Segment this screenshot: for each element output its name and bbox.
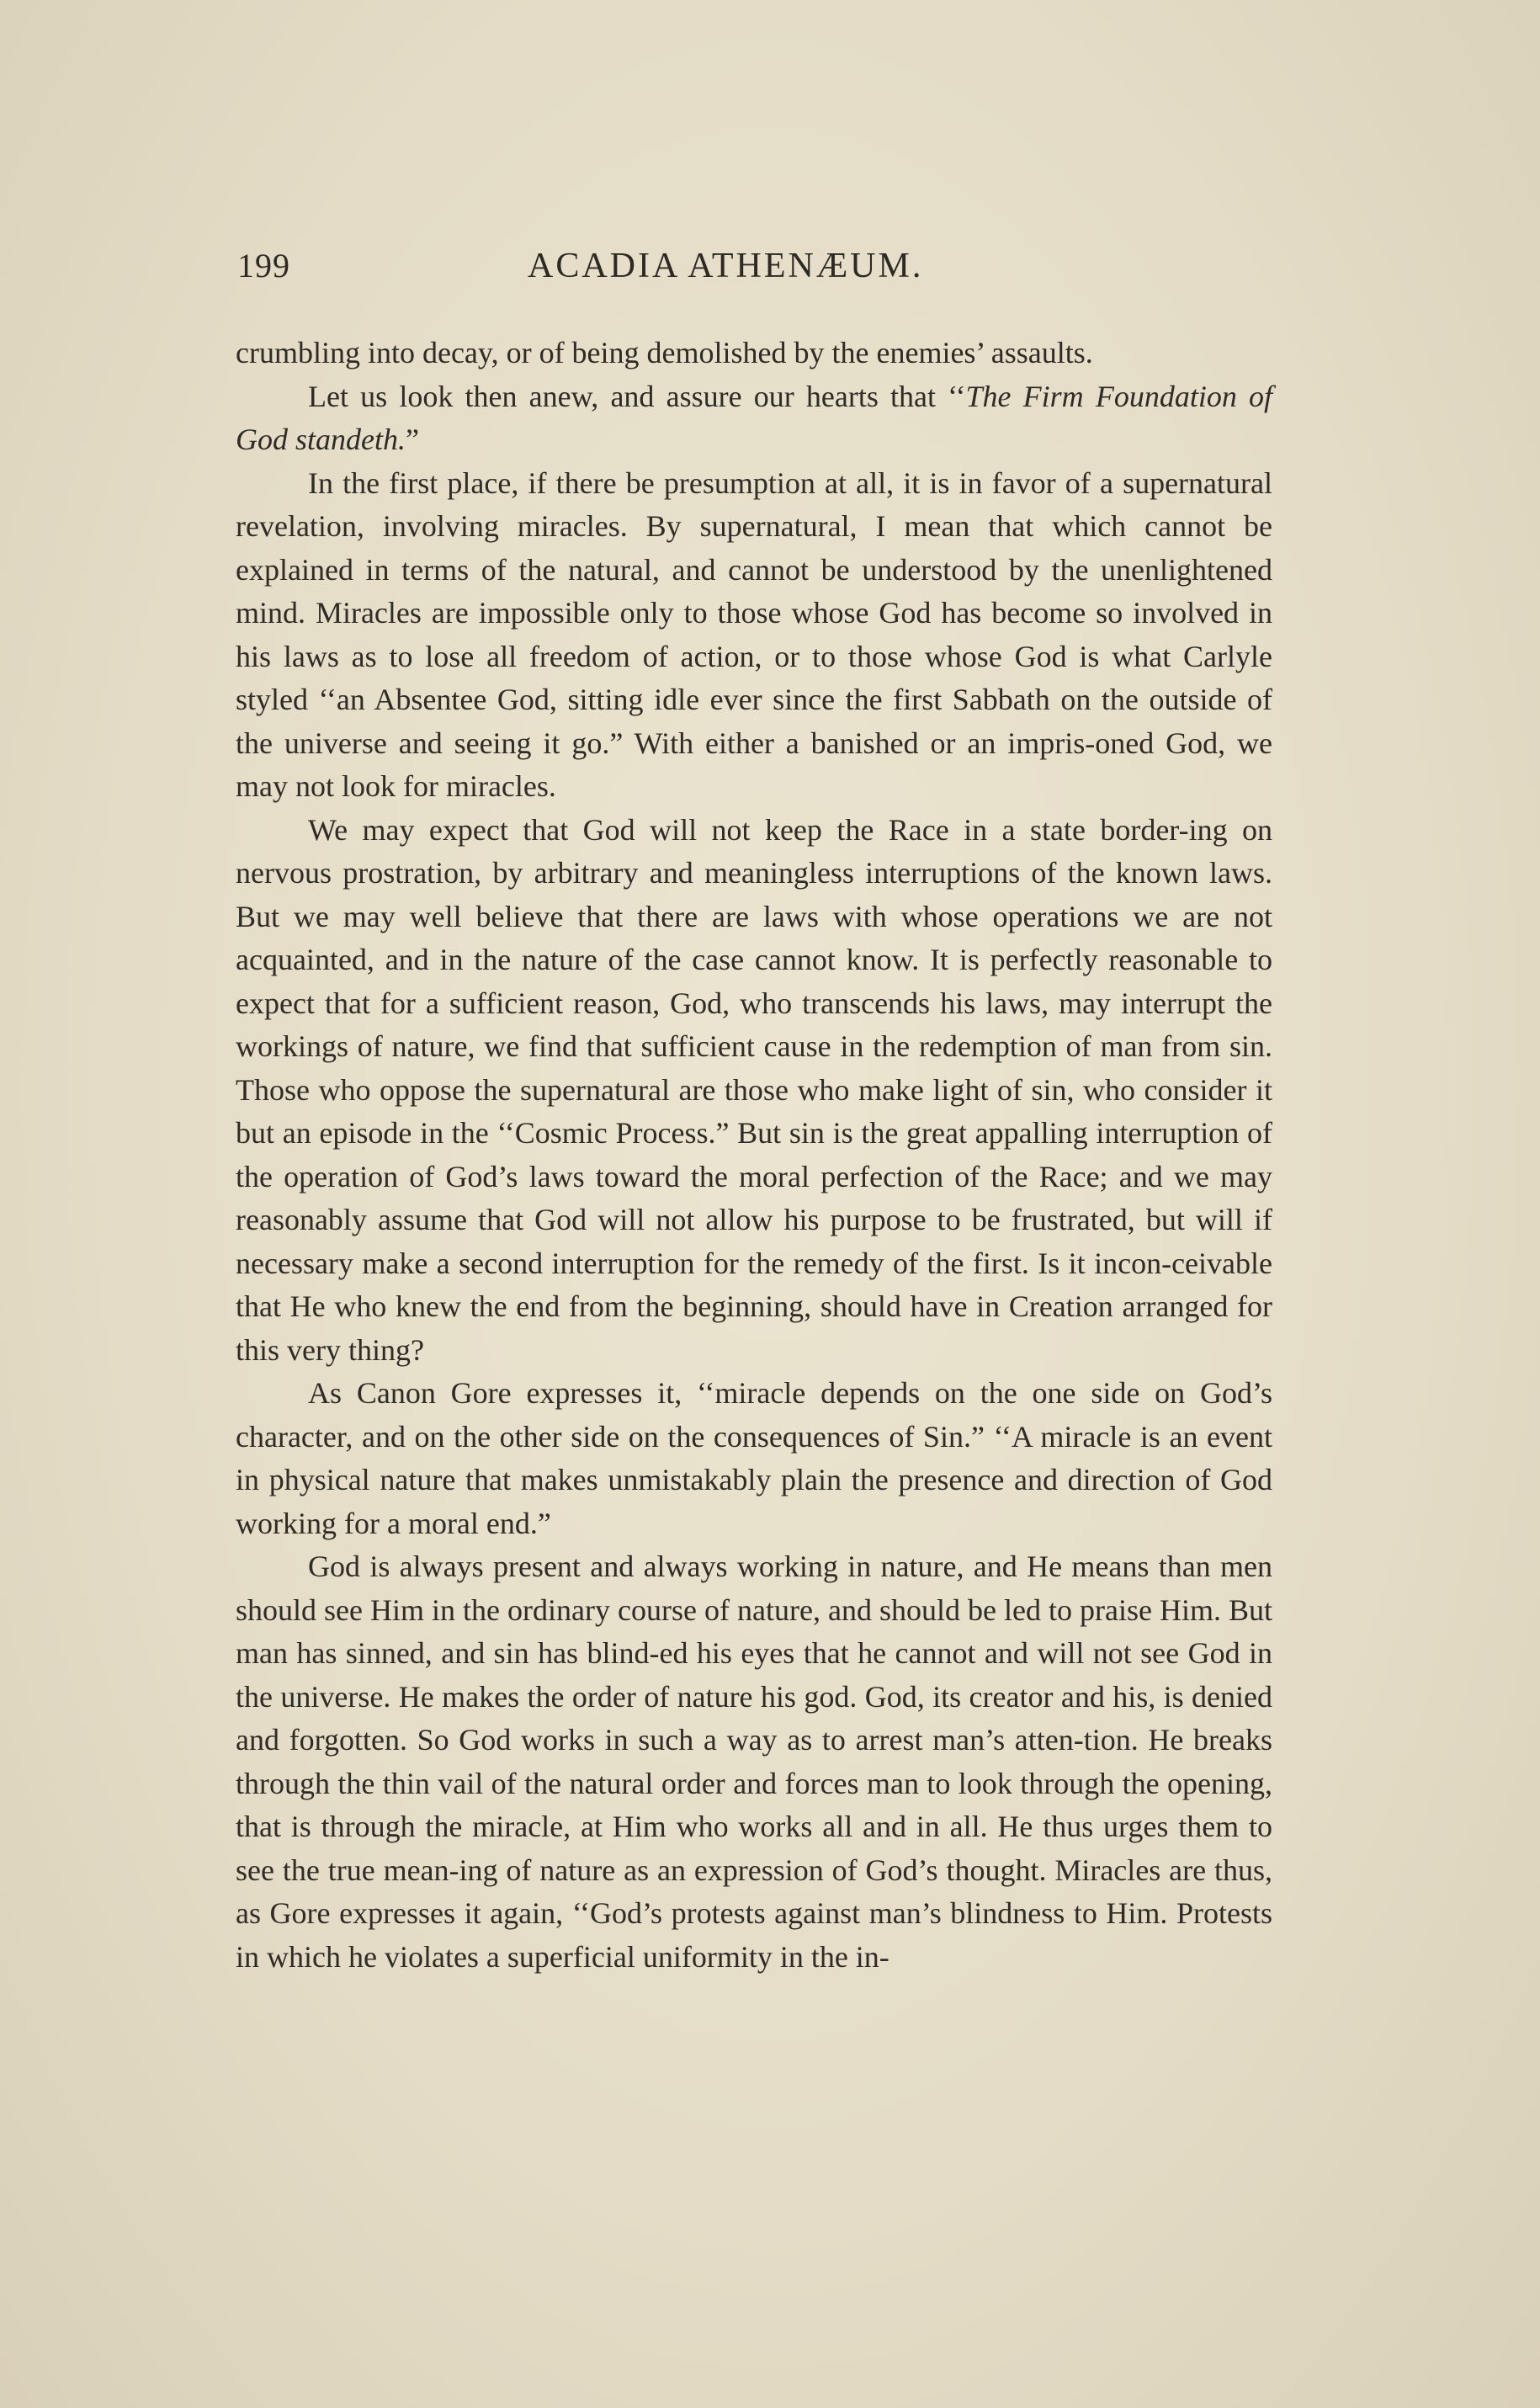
closing-quote: ” xyxy=(406,423,419,456)
article-body xyxy=(236,332,1272,1979)
italic-quotation: The Firm Foundation of God standeth. xyxy=(236,379,1272,456)
journal-title: ACADIA ATHENÆUM. xyxy=(528,247,924,285)
paragraph-continuation: crumbling into decay, or of being demolished by the enemies’ assaults. xyxy=(236,336,1093,369)
paragraph-laws: We may expect that God will not keep the Race in a state border-ing on nervous prostration, by arbitrary and meaningless interruptions of the known laws. But we may well believe that there are laws with whose operations we are not acquainted, and in the nature of the case cannot know. It is perfectly reasonable to expect that for a sufficient reason, God, who transcends his laws, may interrupt the workings of nature, we find that sufficient cause in the redemption of man from sin. Those who oppose the supernatural are those who make light of sin, who consider it but an episode in the ‘‘Cosmic Process.” But sin is the great appalling interruption of the operation of God’s laws toward the moral perfection of the Race; and we may reasonably assume that God will not allow his purpose to be frustrated, but will if necessary make a second interruption for the remedy of the first. Is it incon-ceivable that He who knew the end from the beginning, should have in Creation arranged for this very thing? xyxy=(236,812,1272,1367)
paragraph-firm-foundation xyxy=(236,375,1272,462)
paragraph-supernatural: In the first place, if there be presumption at all, it is in favor of a supernatural revelation, involving miracles. By supernatural, I mean that which cannot be explained in terms of the natural, and cannot be understood by the unenlightened mind. Miracles are impossible only to those whose God has become so involved in his laws as to lose all freedom of action, or to those whose God is what Carlyle styled ‘‘an Absentee God, sitting idle ever since the first Sabbath on the outside of the universe and seeing it go.” With either a banished or an impris-oned God, we may not look for miracles. xyxy=(236,465,1272,803)
paragraph-god-present: God is always present and always working in nature, and He means than men should see Him in the ordinary course of nature, and should be led to praise Him. But man has sinned, and sin has blind-ed his eyes that he cannot and will not see God in the universe. He makes the order of nature his god. God, its creator and his, is denied and forgotten. So God works in such a way as to arrest man’s atten-tion. He breaks through the thin vail of the natural order and forces man to look through the opening, that is through the miracle, at Him who works all and in all. He thus urges them to see the true mean-ing of nature as an expression of God’s thought. Miracles are thus, as Gore expresses it again, ‘‘God’s protests against man’s blindness to Him. Protests in which he violates a superficial uniformity in the in- xyxy=(236,1550,1272,1974)
paragraph-text: Let us look then anew, and assure our hearts that ‘‘ xyxy=(308,379,966,413)
paragraph-canon-gore: As Canon Gore expresses it, ‘‘miracle depends on the one side on God’s character, and on the other side on the consequences of Sin.” ‘‘A miracle is an event in physical nature that makes unmistakably plain the presence and direction of God working for a moral end.” xyxy=(236,1376,1272,1540)
running-header xyxy=(237,246,1272,296)
page-number: 199 xyxy=(237,247,290,284)
